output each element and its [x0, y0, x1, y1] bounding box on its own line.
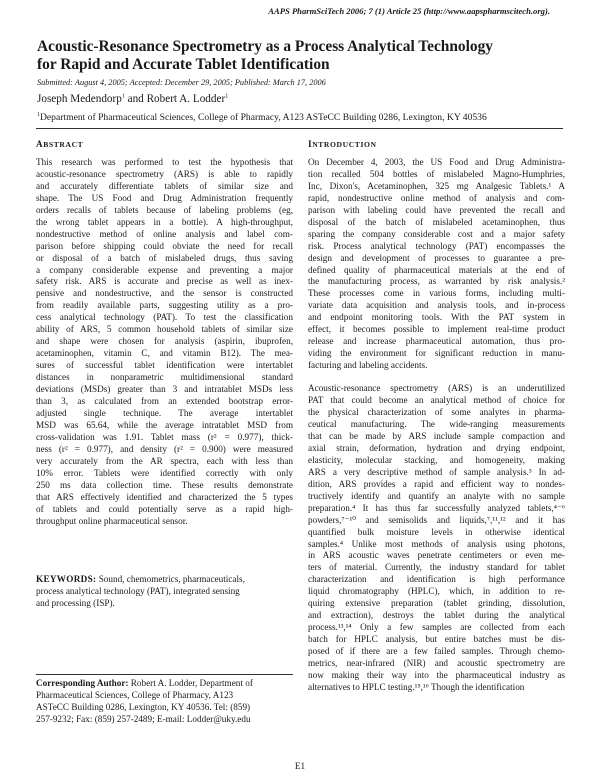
keywords-line: Sound, chemometrics, pharmaceuticals, [96, 574, 245, 584]
author-superscript: 1 [225, 93, 229, 100]
keywords-line: and processing (ISP). [36, 597, 115, 608]
text-line: than 3, as calculated from an extended bootstrap error- [36, 396, 293, 407]
intro-paragraph-2 [308, 383, 565, 694]
text-line: parison before shipping could obviate the need for recall [36, 240, 293, 251]
corr-line: 257-9232; Fax: (859) 257-2489; E-mail: Lodder@uky.edu [36, 713, 251, 724]
text-line: dition, ARS provides a rapid and efficient way to nondes- [308, 478, 565, 489]
title-line: Acoustic-Resonance Spectrometry as a Process Analytical Technology [37, 38, 493, 55]
text-line: metrics, near-infrared (NIR) and acoustic spectrometry are [308, 658, 565, 669]
author-name: and Robert A. Lodder [124, 93, 226, 105]
text-line: batch for HPLC analysis, but entire batches must be dis- [308, 634, 565, 645]
text-line: This research was performed to test the hypothesis that [36, 156, 293, 167]
text-line: effect, it becomes possible to implement real-time product [308, 324, 565, 335]
text-line: nondestructive method of online analysis and label com- [36, 228, 293, 239]
text-line: facturing and labeling accidents. [308, 360, 428, 371]
text-line: very accurately from the AR spectra, each with less than [36, 455, 293, 466]
text-line: risk. Process analytical technology (PAT) encompasses the [308, 240, 565, 251]
text-line: and endpoint monitoring tools. With the PAT system in [308, 312, 565, 323]
text-line: quiring extensive preparation (tablet grinding, dissolution, [308, 598, 565, 609]
corresponding-author [36, 678, 293, 726]
text-line: alternatives to HPLC testing.¹⁵,¹⁶ Though the identification [308, 681, 525, 692]
corr-label: Corresponding Author: [36, 678, 129, 688]
text-line: process.¹³,¹⁴ Only a few samples are collected from each [308, 622, 565, 633]
text-line: MSD was 65.64, while the average intratablet MSD from [36, 419, 293, 430]
text-line: and shape were chosen for analysis (aspirin, ibuprofen, [36, 336, 293, 347]
text-line: characterization and identification is high performance [308, 574, 565, 585]
footnote-rule [36, 674, 293, 675]
text-line: tructively identify and quantify an analyte with no sample [308, 490, 565, 501]
text-line: viding the environment for significant reduction in manu- [308, 348, 565, 359]
keywords-line: process analytical technology (PAT), integrated sensing [36, 585, 240, 596]
text-line: design and development of processes to guarantee a pre- [308, 252, 565, 263]
text-line: sures of successful tablet identification were intertablet [36, 360, 293, 371]
text-line: the manufacturing process, as warranted by risk analysis.² [308, 276, 565, 287]
introduction-heading: INTRODUCTION [308, 139, 377, 149]
intro-paragraph-1 [308, 157, 565, 372]
text-line: and extraction), destroys the tablet during the analytical [308, 610, 565, 621]
text-line: tion recalled 504 bottles of mislabeled Magno-Humphries, [308, 168, 565, 179]
text-line: adjusted single technique. The average intertablet [36, 407, 293, 418]
abstract-body [36, 157, 293, 528]
text-line: axial strain, deformation, hydration and drying endpoint, [308, 442, 565, 453]
text-line: 250 ms data collection time. These results demonstrate [36, 479, 293, 490]
text-line: cross-validation was 1.91. Tablet mass (r² = 0.977), thick- [36, 431, 293, 442]
keywords-label: KEYWORDS: [36, 574, 97, 584]
text-line: 10% error. Tablets were identified correctly with only [36, 467, 293, 478]
text-line: powders,⁷⁻¹⁰ and semisolids and liquids,⁷,¹¹,¹² and it has [308, 514, 565, 525]
text-line: liquid chromatography (HPLC), which, in addition to re- [308, 586, 565, 597]
text-line: parison with labeling could have prevented the recall and [308, 204, 565, 215]
text-line: of tablets and could potentially serve as a rapid high- [36, 503, 293, 514]
text-line: acoustic-resonance spectrometry (ARS) is able to rapidly [36, 168, 293, 179]
text-line: that ARS effectively identified and characterized the 5 types [36, 491, 293, 502]
text-line: from readily available parts, suggesting utility as a pro- [36, 300, 293, 311]
author-name: Joseph Medendorp [37, 93, 122, 105]
page-number: E1 [294, 761, 306, 771]
text-line: ability of ARS, 5 common household tablets of similar size [36, 324, 293, 335]
text-line: in ARS acoustic waves penetrate centimeters or even me- [308, 550, 565, 561]
text-line: that can be made by ARS include sample compaction and [308, 430, 565, 441]
affiliation-text: Department of Pharmaceutical Sciences, College of Pharmacy, A123 ASTeCC Building 0286, Lexington, KY 40536 [40, 112, 487, 123]
abstract-heading: ABSTRACT [36, 139, 84, 149]
keywords-section [36, 574, 293, 610]
text-line: the physical characterization of some analytes in pharma- [308, 407, 565, 418]
text-line: rapid, nondestructive online method of analysis and com- [308, 192, 565, 203]
text-line: Inc, Dixon's, Acetaminophen, 325 mg Analgesic Tablets.¹ A [308, 180, 565, 191]
abstract-section [36, 139, 293, 528]
text-line: deviations (MSDs) greater than 3 and intratablet MSDs less [36, 384, 293, 395]
text-line: ness (r² = 0.977), and density (r² = 0.900) were measured [36, 443, 293, 454]
text-line: pensive and nondestructive, and the sensor is constructed [36, 288, 293, 299]
submission-dates: Submitted: August 4, 2005; Accepted: December 29, 2005; Published: March 17, 2006 [37, 78, 326, 87]
affiliation-superscript: 1 [37, 111, 40, 118]
title-line: for Rapid and Accurate Tablet Identification [37, 55, 330, 73]
text-line: safety risk. ARS is accurate and precise as well as inex- [36, 276, 293, 287]
text-line: orders recalls of tablets because of labeling problems (eg, [36, 204, 293, 215]
text-line: These processes come in various forms, including multi- [308, 288, 565, 299]
text-line: On December 4, 2003, the US Food and Drug Administra- [308, 156, 565, 167]
text-line: ters of material. Currently, the industry standard for tablet [308, 562, 565, 573]
text-line: variate data acquisition and analysis tools, and in-process [308, 300, 565, 311]
text-line: release and increase pharmaceutical automation, thus pro- [308, 336, 565, 347]
corr-line: Robert A. Lodder, Department of [128, 678, 253, 688]
article-title [37, 38, 557, 73]
text-line: elasticity, molecular stacking, and homogeneity, making [308, 454, 565, 465]
text-line: shape. The US Food and Drug Administration frequently [36, 192, 293, 203]
corr-line: Pharmaceutical Sciences, College of Pharmacy, A123 [36, 689, 234, 700]
text-line: samples.⁴ Unlike most methods of analysis using photons, [308, 538, 565, 549]
author-superscript: 1 [121, 93, 125, 100]
header-rule [36, 128, 563, 129]
text-line: PAT that could become an analytical method of choice for [308, 395, 565, 406]
text-line: defined quality of pharmaceutical materials at the end of [308, 264, 565, 275]
running-head: AAPS PharmSciTech 2006; 7 (1) Article 25 (http://www.aapspharmscitech.org). [268, 6, 550, 16]
text-line: and accurately differentiate tablets of similar size and [36, 180, 293, 191]
text-line: throughput online pharmaceutical sensor. [36, 515, 188, 526]
text-line: quantified bulk moisture levels in otherwise identical [308, 526, 565, 537]
introduction-section [308, 139, 565, 694]
text-line: disposal of the batch of mislabeled acetaminophen, thus [308, 216, 565, 227]
keywords-body [36, 574, 293, 610]
author-line [37, 93, 228, 105]
affiliation [37, 112, 487, 123]
text-line: ceutical manufacturing. The wide-ranging measurements [308, 418, 565, 429]
text-line: the wrong tablet appears in a bottle). A high-throughput, [36, 216, 293, 227]
text-line: or disposal of a batch of mislabeled drugs, thus saving [36, 252, 293, 263]
text-line: Acoustic-resonance spectrometry (ARS) is an underutilized [308, 383, 565, 394]
text-line: ARS a very descriptive method of sample analysis.³ In ad- [308, 466, 565, 477]
text-line: posed of if there are a few failed samples. Through chemo- [308, 646, 565, 657]
text-line: preparation.⁴ It has thus far successfully analyzed tablets,⁴⁻⁶ [308, 502, 565, 513]
corr-line: ASTeCC Building 0286, Lexington, KY 40536. Tel: (859) [36, 701, 251, 712]
text-line: acetaminophen, vitamin C, and vitamin B12). The mea- [36, 348, 293, 359]
text-line: distances in nonparametric multidimensional standard [36, 372, 293, 383]
text-line: now making their way into the pharmaceutical industry as [308, 669, 565, 680]
text-line: a company considerable expense and preventing a major [36, 264, 293, 275]
text-line: sparing the company considerable cost and a major safety [308, 228, 565, 239]
text-line: cess analytical technology (PAT). To test the classification [36, 312, 293, 323]
